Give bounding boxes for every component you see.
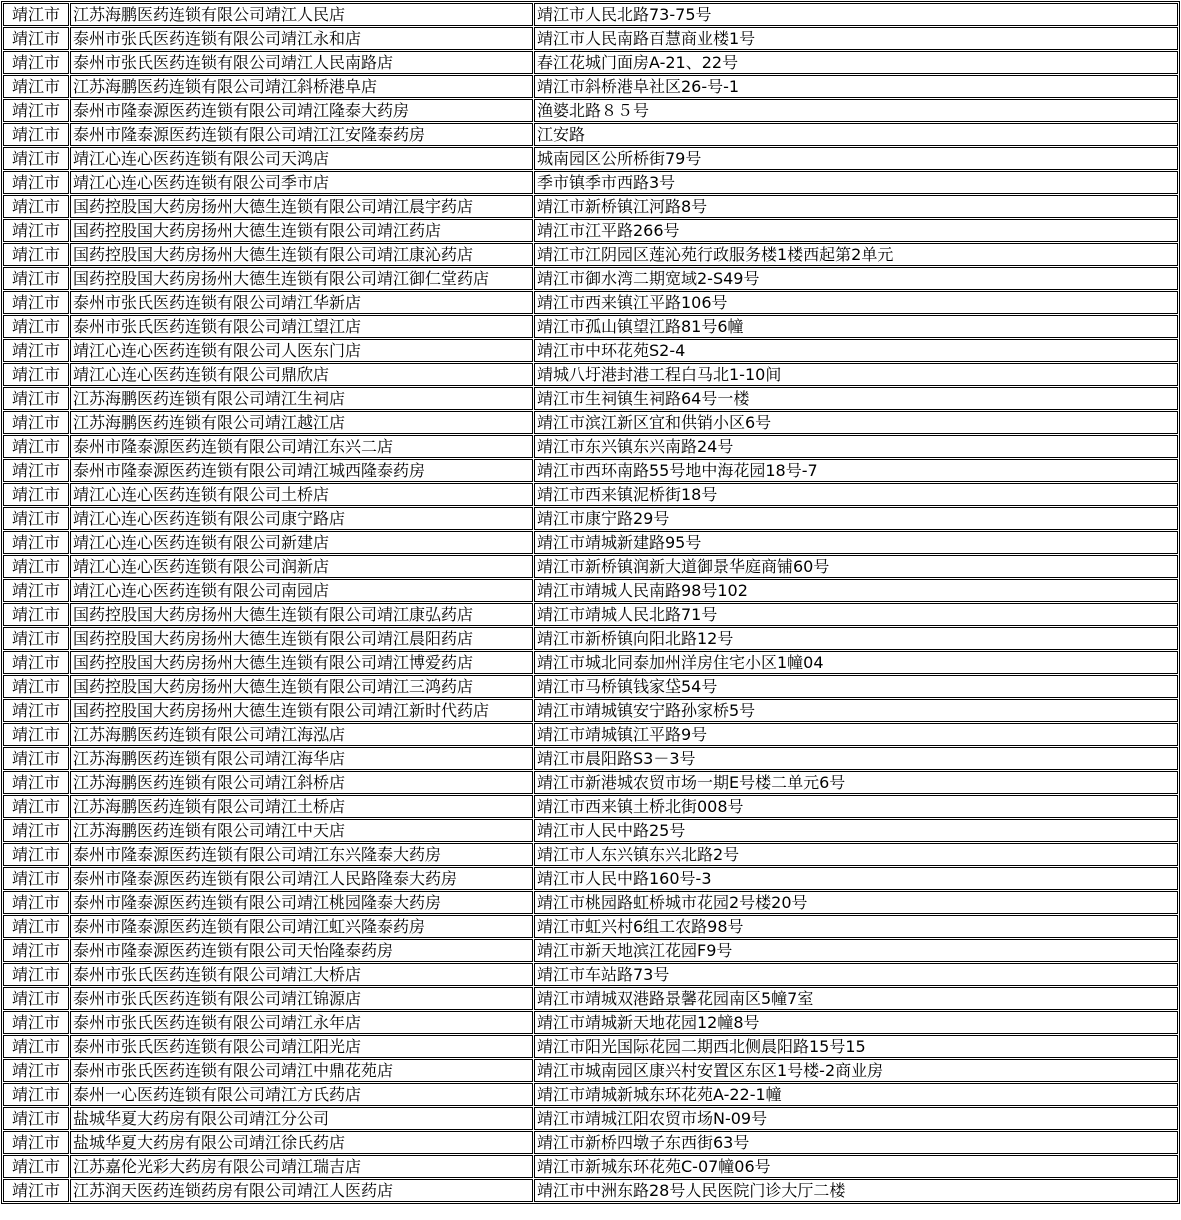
table-row — [3, 915, 1178, 938]
table-row — [3, 99, 1178, 122]
city-cell: 靖江市 — [3, 483, 69, 506]
city-cell: 靖江市 — [3, 939, 69, 962]
address-cell: 季市镇季市西路3号 — [534, 171, 1178, 194]
pharmacy-name-cell: 江苏海鹏医药连锁有限公司靖江斜桥店 — [70, 771, 533, 794]
address-cell: 城南园区公所桥街79号 — [534, 147, 1178, 170]
address-cell: 靖江市新天地滨江花园F9号 — [534, 939, 1178, 962]
address-cell: 靖江市西来镇土桥北街008号 — [534, 795, 1178, 818]
city-cell: 靖江市 — [3, 1179, 69, 1202]
pharmacy-name-cell: 国药控股国大药房扬州大德生连锁有限公司靖江晨阳药店 — [70, 627, 533, 650]
address-cell: 靖江市新港城农贸市场一期E号楼二单元6号 — [534, 771, 1178, 794]
pharmacy-name-cell: 江苏嘉伦光彩大药房有限公司靖江瑞吉店 — [70, 1155, 533, 1178]
table-row — [3, 387, 1178, 410]
address-cell: 靖江市靖城江阳农贸市场N-09号 — [534, 1107, 1178, 1130]
address-cell: 靖江市阳光国际花园二期西北侧晨阳路15号15 — [534, 1035, 1178, 1058]
city-cell: 靖江市 — [3, 51, 69, 74]
pharmacy-name-cell: 靖江心连心医药连锁有限公司天鸿店 — [70, 147, 533, 170]
city-cell: 靖江市 — [3, 723, 69, 746]
table-row — [3, 75, 1178, 98]
city-cell: 靖江市 — [3, 1155, 69, 1178]
city-cell: 靖江市 — [3, 3, 69, 26]
city-cell: 靖江市 — [3, 171, 69, 194]
address-cell: 靖江市桃园路虹桥城市花园2号楼20号 — [534, 891, 1178, 914]
city-cell: 靖江市 — [3, 867, 69, 890]
address-cell: 靖江市人民中路25号 — [534, 819, 1178, 842]
pharmacy-name-cell: 泰州市隆泰源医药连锁有限公司靖江江安隆泰药房 — [70, 123, 533, 146]
city-cell: 靖江市 — [3, 459, 69, 482]
address-cell: 靖江市靖城新建路95号 — [534, 531, 1178, 554]
table-row — [3, 1155, 1178, 1178]
table-row — [3, 723, 1178, 746]
pharmacy-name-cell: 泰州市张氏医药连锁有限公司靖江永年店 — [70, 1011, 533, 1034]
table-row — [3, 459, 1178, 482]
pharmacy-name-cell: 泰州市张氏医药连锁有限公司靖江中鼎花苑店 — [70, 1059, 533, 1082]
city-cell: 靖江市 — [3, 243, 69, 266]
table-row — [3, 291, 1178, 314]
city-cell: 靖江市 — [3, 819, 69, 842]
pharmacy-name-cell: 泰州市张氏医药连锁有限公司靖江人民南路店 — [70, 51, 533, 74]
city-cell: 靖江市 — [3, 99, 69, 122]
city-cell: 靖江市 — [3, 1035, 69, 1058]
pharmacy-table — [1, 1, 1180, 1204]
pharmacy-name-cell: 泰州市隆泰源医药连锁有限公司靖江东兴隆泰大药房 — [70, 843, 533, 866]
table-row — [3, 675, 1178, 698]
table-row — [3, 363, 1178, 386]
city-cell: 靖江市 — [3, 291, 69, 314]
city-cell: 靖江市 — [3, 627, 69, 650]
pharmacy-name-cell: 靖江心连心医药连锁有限公司人医东门店 — [70, 339, 533, 362]
table-row — [3, 123, 1178, 146]
address-cell: 靖江市东兴镇东兴南路24号 — [534, 435, 1178, 458]
table-row — [3, 1179, 1178, 1202]
address-cell: 靖城八圩港封港工程白马北1-10间 — [534, 363, 1178, 386]
city-cell: 靖江市 — [3, 1131, 69, 1154]
city-cell: 靖江市 — [3, 195, 69, 218]
city-cell: 靖江市 — [3, 771, 69, 794]
table-row — [3, 579, 1178, 602]
pharmacy-name-cell: 泰州市隆泰源医药连锁有限公司靖江桃园隆泰大药房 — [70, 891, 533, 914]
pharmacy-name-cell: 国药控股国大药房扬州大德生连锁有限公司靖江三鸿药店 — [70, 675, 533, 698]
address-cell: 靖江市御水湾二期宽域2-S49号 — [534, 267, 1178, 290]
table-row — [3, 3, 1178, 26]
address-cell: 靖江市靖城人民北路71号 — [534, 603, 1178, 626]
pharmacy-name-cell: 国药控股国大药房扬州大德生连锁有限公司靖江康弘药店 — [70, 603, 533, 626]
table-row — [3, 651, 1178, 674]
pharmacy-name-cell: 江苏润天医药连锁药房有限公司靖江人医药店 — [70, 1179, 533, 1202]
pharmacy-name-cell: 江苏海鹏医药连锁有限公司靖江土桥店 — [70, 795, 533, 818]
pharmacy-name-cell: 泰州市张氏医药连锁有限公司靖江阳光店 — [70, 1035, 533, 1058]
address-cell: 春江花城门面房A-21、22号 — [534, 51, 1178, 74]
city-cell: 靖江市 — [3, 27, 69, 50]
pharmacy-name-cell: 江苏海鹏医药连锁有限公司靖江中天店 — [70, 819, 533, 842]
pharmacy-name-cell: 靖江心连心医药连锁有限公司新建店 — [70, 531, 533, 554]
city-cell: 靖江市 — [3, 75, 69, 98]
address-cell: 靖江市生祠镇生祠路64号一楼 — [534, 387, 1178, 410]
address-cell: 靖江市晨阳路S3－3号 — [534, 747, 1178, 770]
pharmacy-name-cell: 江苏海鹏医药连锁有限公司靖江越江店 — [70, 411, 533, 434]
city-cell: 靖江市 — [3, 699, 69, 722]
city-cell: 靖江市 — [3, 315, 69, 338]
pharmacy-name-cell: 泰州市隆泰源医药连锁有限公司靖江隆泰大药房 — [70, 99, 533, 122]
pharmacy-name-cell: 泰州市隆泰源医药连锁有限公司靖江虹兴隆泰药房 — [70, 915, 533, 938]
pharmacy-name-cell: 靖江心连心医药连锁有限公司康宁路店 — [70, 507, 533, 530]
pharmacy-name-cell: 泰州市张氏医药连锁有限公司靖江华新店 — [70, 291, 533, 314]
table-row — [3, 963, 1178, 986]
table-row — [3, 843, 1178, 866]
table-row — [3, 51, 1178, 74]
pharmacy-name-cell: 泰州市张氏医药连锁有限公司靖江永和店 — [70, 27, 533, 50]
pharmacy-name-cell: 国药控股国大药房扬州大德生连锁有限公司靖江晨宇药店 — [70, 195, 533, 218]
address-cell: 靖江市江平路266号 — [534, 219, 1178, 242]
table-row — [3, 891, 1178, 914]
pharmacy-name-cell: 江苏海鹏医药连锁有限公司靖江生祠店 — [70, 387, 533, 410]
city-cell: 靖江市 — [3, 963, 69, 986]
pharmacy-name-cell: 国药控股国大药房扬州大德生连锁有限公司靖江药店 — [70, 219, 533, 242]
pharmacy-name-cell: 江苏海鹏医药连锁有限公司靖江海华店 — [70, 747, 533, 770]
city-cell: 靖江市 — [3, 555, 69, 578]
city-cell: 靖江市 — [3, 435, 69, 458]
city-cell: 靖江市 — [3, 363, 69, 386]
address-cell: 靖江市中洲东路28号人民医院门诊大厅二楼 — [534, 1179, 1178, 1202]
pharmacy-name-cell: 泰州市张氏医药连锁有限公司靖江锦源店 — [70, 987, 533, 1010]
address-cell: 渔婆北路８５号 — [534, 99, 1178, 122]
table-row — [3, 771, 1178, 794]
address-cell: 靖江市靖城新城东环花苑A-22-1幢 — [534, 1083, 1178, 1106]
table-row — [3, 795, 1178, 818]
address-cell: 靖江市城南园区康兴村安置区东区1号楼-2商业房 — [534, 1059, 1178, 1082]
pharmacy-name-cell: 盐城华夏大药房有限公司靖江徐氏药店 — [70, 1131, 533, 1154]
city-cell: 靖江市 — [3, 507, 69, 530]
address-cell: 靖江市靖城新天地花园12幢8号 — [534, 1011, 1178, 1034]
table-row — [3, 1035, 1178, 1058]
table-row — [3, 555, 1178, 578]
table-row — [3, 1011, 1178, 1034]
address-cell: 靖江市城北同泰加州洋房住宅小区1幢04 — [534, 651, 1178, 674]
city-cell: 靖江市 — [3, 267, 69, 290]
address-cell: 靖江市人民南路百慧商业楼1号 — [534, 27, 1178, 50]
address-cell: 靖江市新桥镇向阳北路12号 — [534, 627, 1178, 650]
table-row — [3, 483, 1178, 506]
pharmacy-name-cell: 泰州市隆泰源医药连锁有限公司靖江东兴二店 — [70, 435, 533, 458]
address-cell: 靖江市孤山镇望江路81号6幢 — [534, 315, 1178, 338]
pharmacy-name-cell: 盐城华夏大药房有限公司靖江分公司 — [70, 1107, 533, 1130]
table-row — [3, 147, 1178, 170]
table-row — [3, 1083, 1178, 1106]
address-cell: 靖江市车站路73号 — [534, 963, 1178, 986]
pharmacy-name-cell: 泰州市张氏医药连锁有限公司靖江大桥店 — [70, 963, 533, 986]
pharmacy-name-cell: 国药控股国大药房扬州大德生连锁有限公司靖江新时代药店 — [70, 699, 533, 722]
city-cell: 靖江市 — [3, 339, 69, 362]
pharmacy-name-cell: 江苏海鹏医药连锁有限公司靖江海泓店 — [70, 723, 533, 746]
address-cell: 靖江市人民中路160号-3 — [534, 867, 1178, 890]
city-cell: 靖江市 — [3, 1083, 69, 1106]
table-row — [3, 435, 1178, 458]
table-row — [3, 411, 1178, 434]
table-row — [3, 1131, 1178, 1154]
address-cell: 靖江市靖城镇江平路9号 — [534, 723, 1178, 746]
city-cell: 靖江市 — [3, 531, 69, 554]
pharmacy-name-cell: 江苏海鹏医药连锁有限公司靖江人民店 — [70, 3, 533, 26]
address-cell: 靖江市中环花苑S2-4 — [534, 339, 1178, 362]
city-cell: 靖江市 — [3, 1059, 69, 1082]
address-cell: 靖江市靖城双港路景馨花园南区5幢7室 — [534, 987, 1178, 1010]
address-cell: 靖江市虹兴村6组工农路98号 — [534, 915, 1178, 938]
address-cell: 靖江市新桥镇江河路8号 — [534, 195, 1178, 218]
city-cell: 靖江市 — [3, 147, 69, 170]
city-cell: 靖江市 — [3, 1011, 69, 1034]
address-cell: 江安路 — [534, 123, 1178, 146]
pharmacy-name-cell: 靖江心连心医药连锁有限公司鼎欣店 — [70, 363, 533, 386]
city-cell: 靖江市 — [3, 387, 69, 410]
table-row — [3, 627, 1178, 650]
address-cell: 靖江市靖城人民南路98号102 — [534, 579, 1178, 602]
city-cell: 靖江市 — [3, 795, 69, 818]
table-row — [3, 747, 1178, 770]
city-cell: 靖江市 — [3, 675, 69, 698]
pharmacy-name-cell: 靖江心连心医药连锁有限公司土桥店 — [70, 483, 533, 506]
table-row — [3, 603, 1178, 626]
pharmacy-name-cell: 国药控股国大药房扬州大德生连锁有限公司靖江御仁堂药店 — [70, 267, 533, 290]
table-row — [3, 267, 1178, 290]
city-cell: 靖江市 — [3, 987, 69, 1010]
pharmacy-name-cell: 国药控股国大药房扬州大德生连锁有限公司靖江博爱药店 — [70, 651, 533, 674]
table-row — [3, 507, 1178, 530]
table-row — [3, 219, 1178, 242]
address-cell: 靖江市人民北路73-75号 — [534, 3, 1178, 26]
city-cell: 靖江市 — [3, 843, 69, 866]
pharmacy-name-cell: 靖江心连心医药连锁有限公司季市店 — [70, 171, 533, 194]
table-row — [3, 939, 1178, 962]
address-cell: 靖江市新桥四墩子东西街63号 — [534, 1131, 1178, 1154]
table-row — [3, 315, 1178, 338]
pharmacy-name-cell: 泰州市隆泰源医药连锁有限公司靖江城西隆泰药房 — [70, 459, 533, 482]
table-row — [3, 195, 1178, 218]
table-row — [3, 243, 1178, 266]
address-cell: 靖江市靖城镇安宁路孙家桥5号 — [534, 699, 1178, 722]
address-cell: 靖江市马桥镇钱家垈54号 — [534, 675, 1178, 698]
table-row — [3, 171, 1178, 194]
address-cell: 靖江市西来镇泥桥街18号 — [534, 483, 1178, 506]
city-cell: 靖江市 — [3, 603, 69, 626]
pharmacy-name-cell: 泰州市隆泰源医药连锁有限公司天怡隆泰药房 — [70, 939, 533, 962]
table-row — [3, 531, 1178, 554]
address-cell: 靖江市西环南路55号地中海花园18号-7 — [534, 459, 1178, 482]
city-cell: 靖江市 — [3, 219, 69, 242]
city-cell: 靖江市 — [3, 579, 69, 602]
city-cell: 靖江市 — [3, 651, 69, 674]
table-row — [3, 987, 1178, 1010]
city-cell: 靖江市 — [3, 747, 69, 770]
address-cell: 靖江市滨江新区宜和供销小区6号 — [534, 411, 1178, 434]
address-cell: 靖江市新城东环花苑C-07幢06号 — [534, 1155, 1178, 1178]
table-row — [3, 1107, 1178, 1130]
city-cell: 靖江市 — [3, 123, 69, 146]
pharmacy-name-cell: 靖江心连心医药连锁有限公司南园店 — [70, 579, 533, 602]
address-cell: 靖江市西来镇江平路106号 — [534, 291, 1178, 314]
address-cell: 靖江市江阴园区莲沁苑行政服务楼1楼西起第2单元 — [534, 243, 1178, 266]
pharmacy-name-cell: 泰州市隆泰源医药连锁有限公司靖江人民路隆泰大药房 — [70, 867, 533, 890]
address-cell: 靖江市康宁路29号 — [534, 507, 1178, 530]
pharmacy-name-cell: 靖江心连心医药连锁有限公司润新店 — [70, 555, 533, 578]
city-cell: 靖江市 — [3, 915, 69, 938]
city-cell: 靖江市 — [3, 891, 69, 914]
table-row — [3, 867, 1178, 890]
table-row — [3, 819, 1178, 842]
table-row — [3, 339, 1178, 362]
table-row — [3, 1059, 1178, 1082]
pharmacy-name-cell: 江苏海鹏医药连锁有限公司靖江斜桥港阜店 — [70, 75, 533, 98]
pharmacy-name-cell: 国药控股国大药房扬州大德生连锁有限公司靖江康沁药店 — [70, 243, 533, 266]
pharmacy-table-body — [3, 3, 1178, 1202]
address-cell: 靖江市新桥镇润新大道御景华庭商铺60号 — [534, 555, 1178, 578]
pharmacy-name-cell: 泰州一心医药连锁有限公司靖江方氏药店 — [70, 1083, 533, 1106]
city-cell: 靖江市 — [3, 1107, 69, 1130]
address-cell: 靖江市人东兴镇东兴北路2号 — [534, 843, 1178, 866]
table-row — [3, 27, 1178, 50]
address-cell: 靖江市斜桥港阜社区26-号-1 — [534, 75, 1178, 98]
city-cell: 靖江市 — [3, 411, 69, 434]
table-row — [3, 699, 1178, 722]
pharmacy-name-cell: 泰州市张氏医药连锁有限公司靖江望江店 — [70, 315, 533, 338]
